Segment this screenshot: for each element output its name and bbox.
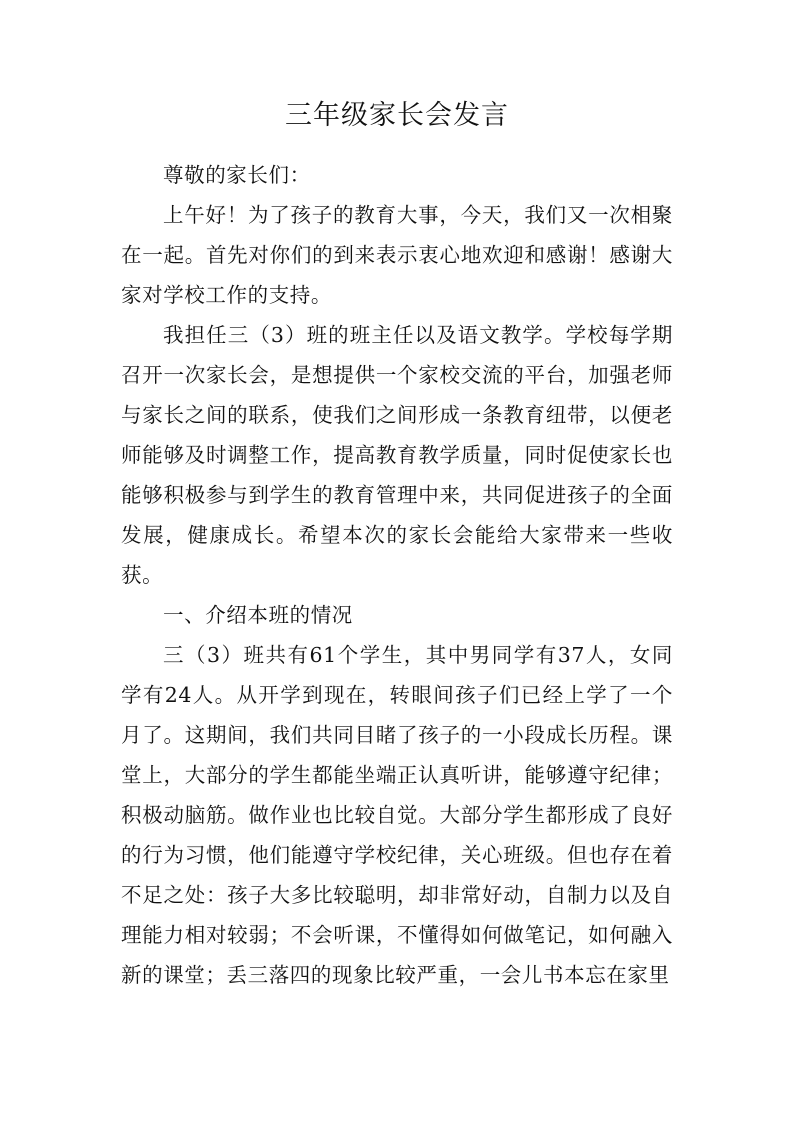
greeting-paragraph: 尊敬的家长们： bbox=[163, 163, 311, 187]
document-title: 三年级家长会发言 bbox=[285, 100, 509, 131]
class-situation-paragraph: 三（3）班共有61个学生，其中男同学有37人，女同学有24人。从开学到现在，转眼间孩子们已经上学了一个月了。这期间，我们共同目睹了孩子的一小段成长历程。课堂上，大部分的学生都能坐端正认真听讲，能够遵守纪律；积极动脑筋。做作业也比较自觉。大部分学生都形成了良好的行为习惯，他们能遵守学校纪律，关心班级。但也存在着不足之处：孩子大多比较聪明，却非常好动，自制力以及自理能力相对较弱；不会听课，不懂得如何做笔记，如何融入新的课堂；丢三落四的现象比较严重，一会儿书本忘在家里 bbox=[121, 643, 673, 987]
section-heading: 一、介绍本班的情况 bbox=[163, 603, 353, 627]
opening-paragraph: 上午好！为了孩子的教育大事，今天，我们又一次相聚在一起。首先对你们的到来表示衷心地欢迎和感谢！感谢大家对学校工作的支持。 bbox=[121, 203, 673, 307]
document-body bbox=[121, 155, 673, 995]
role-paragraph: 我担任三（3）班的班主任以及语文教学。学校每学期召开一次家长会，是想提供一个家校交流的平台，加强老师与家长之间的联系，使我们之间形成一条教育纽带，以便老师能够及时调整工作，提高教育教学质量，同时促使家长也能够积极参与到学生的教育管理中来，共同促进孩子的全面发展，健康成长。希望本次的家长会能给大家带来一些收获。 bbox=[121, 323, 673, 587]
